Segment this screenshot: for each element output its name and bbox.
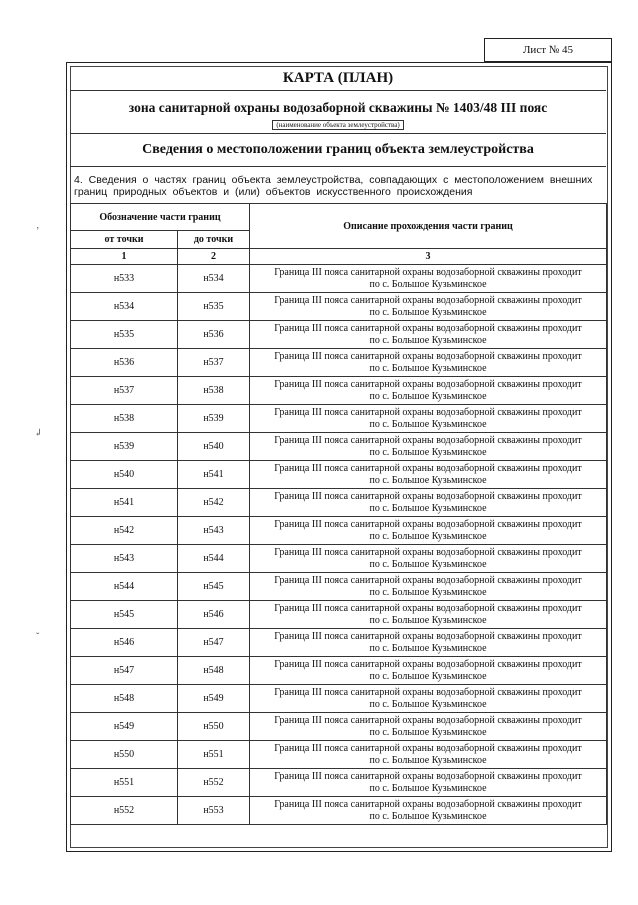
table-row bbox=[71, 685, 607, 713]
from-point: н545 bbox=[71, 601, 178, 629]
boundary-description bbox=[250, 349, 607, 377]
table-row bbox=[71, 321, 607, 349]
to-point: н551 bbox=[178, 741, 250, 769]
to-point: н542 bbox=[178, 489, 250, 517]
to-point: н548 bbox=[178, 657, 250, 685]
section-paragraph-line-1: 4. Сведения о частях границ объекта землеустройства, совпадающих с местоположением внешних bbox=[74, 174, 593, 186]
boundary-description bbox=[250, 265, 607, 293]
description-line-2: по с. Большое Кузьминское bbox=[369, 614, 487, 626]
description-line-1: Граница III пояса санитарной охраны водозаборной скважины проходит bbox=[274, 434, 582, 446]
from-point: н546 bbox=[71, 629, 178, 657]
boundary-description bbox=[250, 573, 607, 601]
boundary-description bbox=[250, 461, 607, 489]
table-row bbox=[71, 797, 607, 825]
description-line-1: Граница III пояса санитарной охраны водозаборной скважины проходит bbox=[274, 294, 582, 306]
boundary-description bbox=[250, 629, 607, 657]
description-line-2: по с. Большое Кузьминское bbox=[369, 418, 487, 430]
from-point: н536 bbox=[71, 349, 178, 377]
boundary-description bbox=[250, 433, 607, 461]
divider bbox=[70, 133, 606, 134]
description-line-2: по с. Большое Кузьминское bbox=[369, 642, 487, 654]
boundary-description bbox=[250, 517, 607, 545]
table-row bbox=[71, 713, 607, 741]
description-line-1: Граница III пояса санитарной охраны водозаборной скважины проходит bbox=[274, 686, 582, 698]
description-line-1: Граница III пояса санитарной охраны водозаборной скважины проходит bbox=[274, 518, 582, 530]
from-point: н537 bbox=[71, 377, 178, 405]
from-point: н550 bbox=[71, 741, 178, 769]
to-point: н549 bbox=[178, 685, 250, 713]
from-point: н552 bbox=[71, 797, 178, 825]
description-line-1: Граница III пояса санитарной охраны водозаборной скважины проходит bbox=[274, 546, 582, 558]
boundary-description bbox=[250, 657, 607, 685]
description-line-1: Граница III пояса санитарной охраны водозаборной скважины проходит bbox=[274, 658, 582, 670]
from-point: н544 bbox=[71, 573, 178, 601]
description-line-1: Граница III пояса санитарной охраны водозаборной скважины проходит bbox=[274, 742, 582, 754]
divider bbox=[70, 90, 606, 91]
boundary-description bbox=[250, 405, 607, 433]
boundary-description bbox=[250, 685, 607, 713]
table-row bbox=[71, 349, 607, 377]
table-row bbox=[71, 405, 607, 433]
from-point: н547 bbox=[71, 657, 178, 685]
description-line-1: Граница III пояса санитарной охраны водозаборной скважины проходит bbox=[274, 574, 582, 586]
section-title: Сведения о местоположении границ объекта землеустройства bbox=[142, 142, 534, 157]
table-row bbox=[71, 573, 607, 601]
to-point: н553 bbox=[178, 797, 250, 825]
to-point: н536 bbox=[178, 321, 250, 349]
description-line-2: по с. Большое Кузьминское bbox=[369, 474, 487, 486]
col-number-1: 1 bbox=[71, 249, 178, 265]
table-row bbox=[71, 293, 607, 321]
description-line-2: по с. Большое Кузьминское bbox=[369, 334, 487, 346]
table-row bbox=[71, 769, 607, 797]
description-line-1: Граница III пояса санитарной охраны водозаборной скважины проходит bbox=[274, 602, 582, 614]
boundary-description bbox=[250, 769, 607, 797]
description-line-2: по с. Большое Кузьминское bbox=[369, 810, 487, 822]
from-point: н541 bbox=[71, 489, 178, 517]
from-point: н533 bbox=[71, 265, 178, 293]
scan-mark: ’ bbox=[36, 226, 40, 237]
boundary-description bbox=[250, 601, 607, 629]
table-row bbox=[71, 657, 607, 685]
table-row bbox=[71, 489, 607, 517]
description-line-1: Граница III пояса санитарной охраны водозаборной скважины проходит bbox=[274, 266, 582, 278]
description-line-2: по с. Большое Кузьминское bbox=[369, 362, 487, 374]
description-line-2: по с. Большое Кузьминское bbox=[369, 754, 487, 766]
description-line-2: по с. Большое Кузьминское bbox=[369, 670, 487, 682]
subtitle-caption: (наименование объекта землеустройства) bbox=[70, 121, 606, 129]
to-point: н534 bbox=[178, 265, 250, 293]
to-point: н541 bbox=[178, 461, 250, 489]
from-point: н549 bbox=[71, 713, 178, 741]
table-row bbox=[71, 545, 607, 573]
from-point: н543 bbox=[71, 545, 178, 573]
to-point: н539 bbox=[178, 405, 250, 433]
sheet-number: Лист № 45 bbox=[522, 44, 574, 56]
column-number-row bbox=[71, 249, 607, 265]
table-row bbox=[71, 377, 607, 405]
section-paragraph-line-2: границ природных объектов и (или) объектов искусственного происхождения bbox=[74, 186, 473, 198]
boundary-description bbox=[250, 377, 607, 405]
description-line-2: по с. Большое Кузьминское bbox=[369, 698, 487, 710]
to-point: н552 bbox=[178, 769, 250, 797]
boundary-description bbox=[250, 741, 607, 769]
description-line-1: Граница III пояса санитарной охраны водозаборной скважины проходит bbox=[274, 630, 582, 642]
to-point: н537 bbox=[178, 349, 250, 377]
map-subtitle: зона санитарной охраны водозаборной скважины № 1403/48 III пояс bbox=[128, 100, 548, 115]
description-line-2: по с. Большое Кузьминское bbox=[369, 558, 487, 570]
to-point: н550 bbox=[178, 713, 250, 741]
boundary-description bbox=[250, 545, 607, 573]
sheet-number-box bbox=[484, 38, 612, 62]
to-point: н544 bbox=[178, 545, 250, 573]
boundary-description bbox=[250, 713, 607, 741]
col-number-2: 2 bbox=[178, 249, 250, 265]
to-point: н540 bbox=[178, 433, 250, 461]
header-from: от точки bbox=[71, 231, 178, 249]
to-point: н547 bbox=[178, 629, 250, 657]
description-line-2: по с. Большое Кузьминское bbox=[369, 586, 487, 598]
table-row bbox=[71, 629, 607, 657]
to-point: н546 bbox=[178, 601, 250, 629]
scan-mark: ˇ bbox=[36, 632, 40, 643]
boundary-description bbox=[250, 797, 607, 825]
table-body bbox=[71, 265, 607, 825]
table-row bbox=[71, 265, 607, 293]
description-line-1: Граница III пояса санитарной охраны водозаборной скважины проходит bbox=[274, 770, 582, 782]
to-point: н545 bbox=[178, 573, 250, 601]
description-line-1: Граница III пояса санитарной охраны водозаборной скважины проходит bbox=[274, 322, 582, 334]
scan-mark: ↲ bbox=[34, 428, 43, 439]
table-row bbox=[71, 741, 607, 769]
to-point: н543 bbox=[178, 517, 250, 545]
to-point: н538 bbox=[178, 377, 250, 405]
description-line-2: по с. Большое Кузьминское bbox=[369, 306, 487, 318]
header-description: Описание прохождения части границ bbox=[250, 204, 607, 249]
description-line-2: по с. Большое Кузьминское bbox=[369, 446, 487, 458]
description-line-1: Граница III пояса санитарной охраны водозаборной скважины проходит bbox=[274, 490, 582, 502]
description-line-2: по с. Большое Кузьминское bbox=[369, 502, 487, 514]
from-point: н542 bbox=[71, 517, 178, 545]
from-point: н539 bbox=[71, 433, 178, 461]
description-line-1: Граница III пояса санитарной охраны водозаборной скважины проходит bbox=[274, 798, 582, 810]
header-group: Обозначение части границ bbox=[71, 204, 250, 231]
from-point: н538 bbox=[71, 405, 178, 433]
map-title: КАРТА (ПЛАН) bbox=[282, 70, 394, 86]
boundary-description bbox=[250, 293, 607, 321]
description-line-2: по с. Большое Кузьминское bbox=[369, 726, 487, 738]
col-number-3: 3 bbox=[250, 249, 607, 265]
header-to: до точки bbox=[178, 231, 250, 249]
description-line-1: Граница III пояса санитарной охраны водозаборной скважины проходит bbox=[274, 462, 582, 474]
from-point: н535 bbox=[71, 321, 178, 349]
table-row bbox=[71, 433, 607, 461]
table-row bbox=[71, 601, 607, 629]
description-line-1: Граница III пояса санитарной охраны водозаборной скважины проходит bbox=[274, 406, 582, 418]
boundary-description bbox=[250, 321, 607, 349]
boundary-description bbox=[250, 489, 607, 517]
from-point: н551 bbox=[71, 769, 178, 797]
table-row bbox=[71, 517, 607, 545]
description-line-2: по с. Большое Кузьминское bbox=[369, 390, 487, 402]
to-point: н535 bbox=[178, 293, 250, 321]
from-point: н548 bbox=[71, 685, 178, 713]
description-line-1: Граница III пояса санитарной охраны водозаборной скважины проходит bbox=[274, 350, 582, 362]
boundaries-table bbox=[70, 203, 607, 825]
description-line-1: Граница III пояса санитарной охраны водозаборной скважины проходит bbox=[274, 378, 582, 390]
from-point: н534 bbox=[71, 293, 178, 321]
table-row bbox=[71, 461, 607, 489]
description-line-2: по с. Большое Кузьминское bbox=[369, 782, 487, 794]
description-line-2: по с. Большое Кузьминское bbox=[369, 278, 487, 290]
description-line-2: по с. Большое Кузьминское bbox=[369, 530, 487, 542]
from-point: н540 bbox=[71, 461, 178, 489]
divider bbox=[70, 166, 606, 167]
description-line-1: Граница III пояса санитарной охраны водозаборной скважины проходит bbox=[274, 714, 582, 726]
